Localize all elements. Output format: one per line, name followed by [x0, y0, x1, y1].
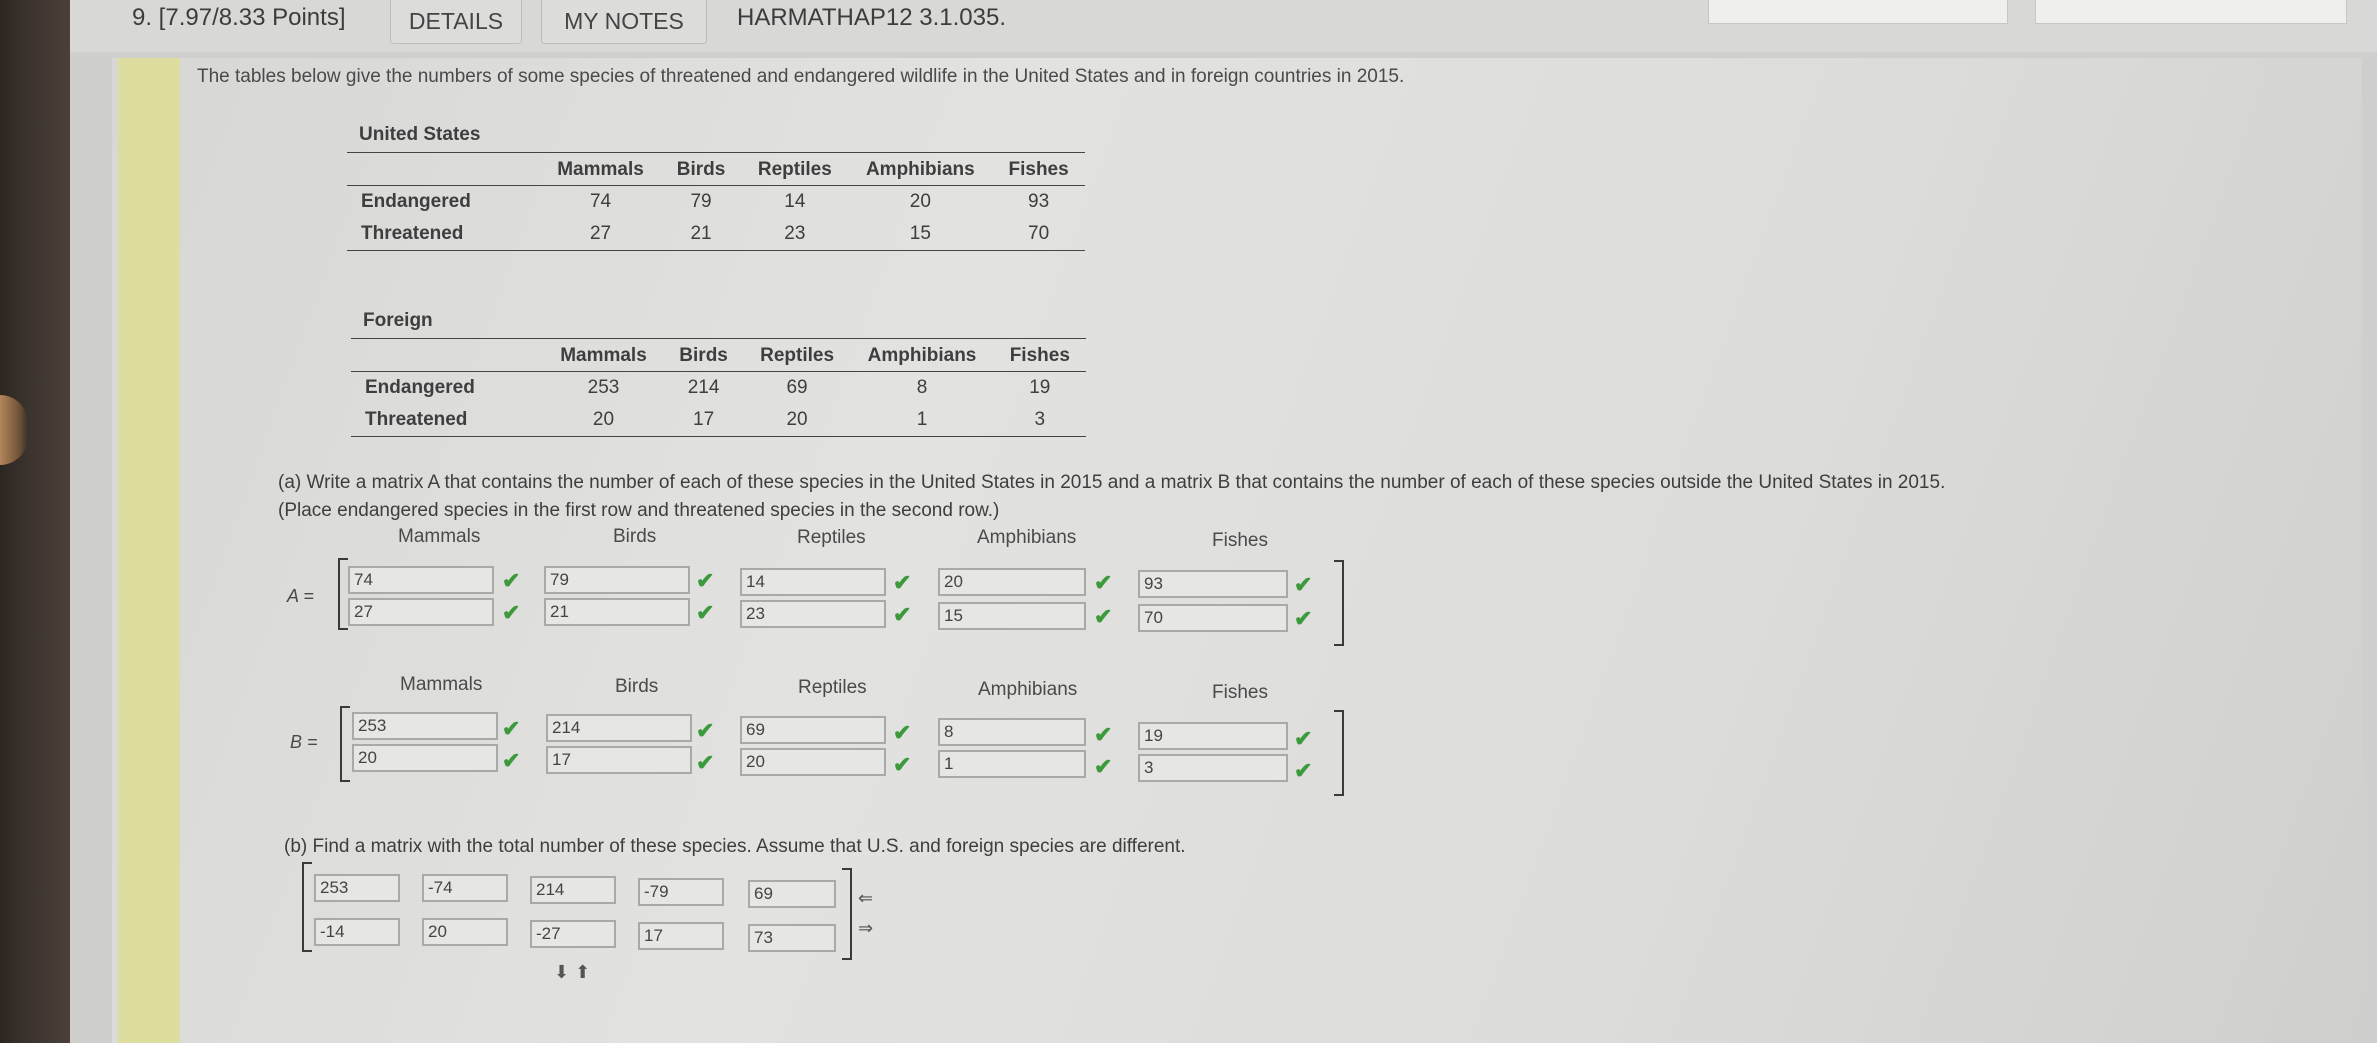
- matrix-a-label: A =: [287, 586, 314, 606]
- matrix-b-col-label: Mammals: [400, 674, 483, 695]
- matrix-sum-input[interactable]: 73: [748, 924, 836, 952]
- matrix-b-input[interactable]: 69: [740, 716, 886, 744]
- details-tab[interactable]: DETAILS: [390, 0, 522, 44]
- intro-text: The tables below give the numbers of some species of threatened and endangered wildlife in the United States and in foreign countries in 2015.: [197, 66, 1405, 87]
- table-cell: 93: [1028, 191, 1050, 212]
- matrix-a-col-label: Birds: [613, 526, 657, 547]
- table-corner: [347, 153, 540, 186]
- matrix-a-col-label: Reptiles: [797, 527, 866, 548]
- matrix-b-input[interactable]: 253: [352, 712, 498, 740]
- table-cell: 17: [664, 404, 744, 437]
- table-cell: 21: [661, 218, 742, 251]
- matrix-sum-input[interactable]: 20: [422, 918, 508, 946]
- table-row: [347, 186, 1085, 219]
- matrix-b-input[interactable]: 20: [740, 748, 886, 776]
- table-row: [347, 218, 1085, 251]
- correct-check-icon: ✔: [893, 570, 912, 595]
- table-cell: 15: [848, 218, 992, 251]
- my-notes-tab[interactable]: MY NOTES: [541, 0, 707, 44]
- matrix-a-input[interactable]: 20: [938, 568, 1086, 596]
- matrix-b-input[interactable]: 3: [1138, 754, 1288, 782]
- correct-check-icon: ✔: [502, 748, 521, 773]
- matrix-a-input[interactable]: 79: [544, 566, 690, 594]
- correct-check-icon: ✔: [502, 600, 521, 625]
- part-a-note: (Place endangered species in the first row and threatened species in the second row.): [278, 500, 1000, 521]
- correct-check-icon: ✔: [1294, 726, 1313, 751]
- matrix-sum-input[interactable]: -74: [422, 874, 508, 902]
- matrix-b-input[interactable]: 19: [1138, 722, 1288, 750]
- table-cell: 3: [994, 404, 1086, 437]
- correct-check-icon: ✔: [893, 752, 912, 777]
- correct-check-icon: ✔: [696, 750, 715, 775]
- correct-check-icon: ✔: [893, 602, 912, 627]
- matrix-a-input[interactable]: 93: [1138, 570, 1288, 598]
- matrix-b-left-bracket: [340, 706, 350, 782]
- table-cell: 20: [543, 404, 663, 437]
- part-b-instructions: (b) Find a matrix with the total number of these species. Assume that U.S. and foreign species are different.: [284, 836, 1186, 857]
- matrix-a-right-bracket: [1334, 560, 1344, 646]
- correct-check-icon: ✔: [502, 568, 521, 593]
- correct-check-icon: ✔: [1094, 722, 1113, 747]
- matrix-sum-input[interactable]: -14: [314, 918, 400, 946]
- matrix-a-input[interactable]: 15: [938, 602, 1086, 630]
- table-cell: 27: [540, 218, 661, 251]
- table-caption: United States: [347, 124, 1085, 153]
- matrix-a-col-label: Amphibians: [977, 527, 1077, 548]
- question-number: 9. [7.97/8.33 Points]: [132, 4, 346, 31]
- matrix-b-col-label: Amphibians: [978, 679, 1078, 700]
- matrix-a-input[interactable]: 27: [348, 598, 494, 626]
- column-header: Amphibians: [850, 339, 993, 372]
- matrix-b-right-bracket: [1334, 710, 1344, 796]
- row-label: Endangered: [365, 377, 475, 398]
- table-cell: 20: [909, 191, 931, 212]
- table-cell: 23: [741, 218, 848, 251]
- table-row: [351, 404, 1086, 437]
- table-cell: 69: [786, 377, 808, 398]
- matrix-a-col-label: Fishes: [1212, 530, 1268, 551]
- matrix-b-input[interactable]: 20: [352, 744, 498, 772]
- column-header: Amphibians: [848, 153, 992, 186]
- matrix-sum-input[interactable]: 17: [638, 922, 724, 950]
- matrix-b-col-label: Reptiles: [798, 677, 867, 698]
- remove-column-arrow-icon[interactable]: ⇐: [858, 888, 874, 908]
- correct-check-icon: ✔: [502, 716, 521, 741]
- matrix-a-input[interactable]: 70: [1138, 604, 1288, 632]
- background-left-edge: [0, 0, 70, 1043]
- problem-id: HARMATHAP12 3.1.035.: [737, 4, 1007, 31]
- column-header: Birds: [661, 153, 742, 186]
- matrix-b-input[interactable]: 8: [938, 718, 1086, 746]
- correct-check-icon: ✔: [1294, 606, 1313, 631]
- column-header: Fishes: [992, 153, 1085, 186]
- row-label: Threatened: [351, 404, 543, 437]
- matrix-b-col-label: Birds: [615, 676, 659, 697]
- matrix-b-col-label: Fishes: [1212, 682, 1268, 703]
- matrix-a-input[interactable]: 21: [544, 598, 690, 626]
- matrix-sum-left-bracket: [302, 862, 312, 952]
- matrix-sum-input[interactable]: 214: [530, 876, 616, 904]
- add-column-arrow-icon[interactable]: ⇒: [858, 918, 874, 938]
- table-corner: [351, 339, 543, 372]
- table-cell: 1: [850, 404, 993, 437]
- foreign-species-table: [351, 310, 1086, 437]
- us-species-table: [347, 124, 1085, 251]
- matrix-a-col-label: Mammals: [398, 526, 481, 547]
- table-cell: 79: [690, 191, 712, 212]
- correct-check-icon: ✔: [696, 568, 715, 593]
- table-cell: 19: [1029, 377, 1051, 398]
- table-caption: Foreign: [351, 310, 1086, 339]
- table-cell: 74: [589, 191, 612, 212]
- matrix-sum-right-bracket: [842, 868, 852, 960]
- row-label: Threatened: [347, 218, 540, 251]
- column-header: Fishes: [994, 339, 1086, 372]
- correct-check-icon: ✔: [696, 718, 715, 743]
- table-cell: 20: [744, 404, 851, 437]
- correct-check-icon: ✔: [1294, 758, 1313, 783]
- matrix-sum-input[interactable]: 253: [314, 874, 400, 902]
- matrix-b-input[interactable]: 214: [546, 714, 692, 742]
- column-header: Reptiles: [741, 153, 848, 186]
- table-cell: 70: [992, 218, 1085, 251]
- question-side-bar: [118, 58, 180, 1043]
- correct-check-icon: ✔: [696, 600, 715, 625]
- matrix-b-label: B =: [290, 732, 318, 752]
- row-resize-arrows-icon[interactable]: ⬇⬆: [554, 962, 597, 982]
- column-header: Mammals: [540, 153, 661, 186]
- correct-check-icon: ✔: [1294, 572, 1313, 597]
- matrix-sum-input[interactable]: 69: [748, 880, 836, 908]
- part-a-instructions: (a) Write a matrix A that contains the number of each of these species in the United States in 2015 and a matrix B that contains the number of each of these species outside the United States in 2015.: [278, 472, 1946, 493]
- table-cell: 14: [784, 191, 806, 212]
- correct-check-icon: ✔: [1094, 604, 1113, 629]
- column-header: Mammals: [543, 339, 663, 372]
- column-header: Reptiles: [744, 339, 851, 372]
- matrix-b-input[interactable]: 17: [546, 746, 692, 774]
- header-blank-box-1: [1708, 0, 2008, 24]
- correct-check-icon: ✔: [893, 720, 912, 745]
- matrix-a-input[interactable]: 74: [348, 566, 494, 594]
- header-blank-box-2: [2035, 0, 2347, 24]
- matrix-a-input[interactable]: 23: [740, 600, 886, 628]
- correct-check-icon: ✔: [1094, 570, 1113, 595]
- matrix-sum-input[interactable]: -79: [638, 878, 724, 906]
- column-header: Birds: [664, 339, 744, 372]
- matrix-b-input[interactable]: 1: [938, 750, 1086, 778]
- matrix-a-left-bracket: [338, 558, 348, 630]
- table-cell: 253: [587, 377, 620, 398]
- table-row: [351, 372, 1086, 405]
- matrix-sum-input[interactable]: -27: [530, 920, 616, 948]
- table-cell: 8: [916, 377, 928, 398]
- row-label: Endangered: [361, 191, 471, 212]
- matrix-a-input[interactable]: 14: [740, 568, 886, 596]
- correct-check-icon: ✔: [1094, 754, 1113, 779]
- table-cell: 214: [687, 377, 720, 398]
